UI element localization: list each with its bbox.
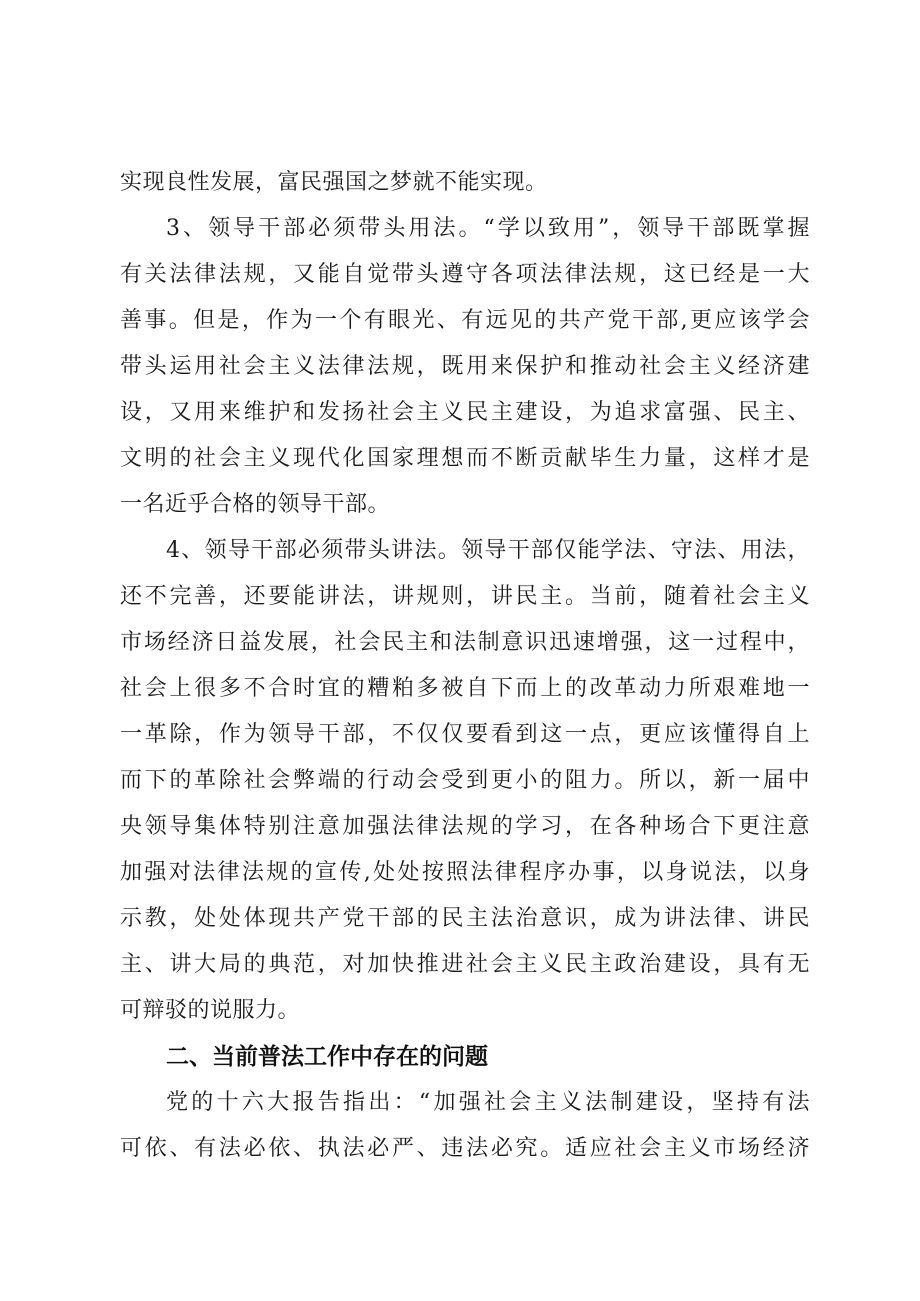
text-line: 还不完善，还要能讲法，讲规则，讲民主。当前，随着社会主义 (120, 584, 810, 609)
text-line: 有关法律法规，又能自觉带头遵守各项法律法规，这已经是一大 (120, 262, 810, 287)
text-line: 而下的革除社会弊端的行动会受到更小的阻力。所以，新一届中 (120, 768, 810, 793)
text-line: 加强对法律法规的宣传,处处按照法律程序办事，以身说法，以身 (120, 860, 810, 885)
text-line: 示教，处处体现共产党干部的民主法治意识，成为讲法律、讲民 (120, 906, 810, 931)
text-line: 央领导集体特别注意加强法律法规的学习，在各种场合下更注意 (120, 814, 810, 839)
text-line: 实现良性发展，富民强国之梦就不能实现。 (120, 170, 548, 195)
text-line: 可辩驳的说服力。 (120, 998, 301, 1023)
text-line: 可依、有法必依、执法必严、违法必究。适应社会主义市场经济 (120, 1136, 810, 1161)
text-line: 市场经济日益发展，社会民主和法制意识迅速增强，这一过程中， (120, 630, 810, 655)
text-line: 4、领导干部必须带头讲法。领导干部仅能学法、守法、用法， (166, 538, 810, 563)
text-line: 善事。但是，作为一个有眼光、有远见的共产党干部,更应该学会 (120, 308, 810, 333)
section-heading: 二、当前普法工作中存在的问题 (166, 1044, 488, 1070)
text-line: 设，又用来维护和发扬社会主义民主建设，为追求富强、民主、 (120, 400, 810, 425)
document-body (120, 160, 810, 1172)
text-line: 党的十六大报告指出：“加强社会主义法制建设，坚持有法 (166, 1090, 810, 1115)
text-line: 带头运用社会主义法律法规，既用来保护和推动社会主义经济建 (120, 354, 810, 379)
text-line: 主、讲大局的典范，对加快推进社会主义民主政治建设，具有无 (120, 952, 810, 977)
text-line: 文明的社会主义现代化国家理想而不断贡献毕生力量，这样才是 (120, 446, 810, 471)
text-line: 一革除，作为领导干部，不仅仅要看到这一点，更应该懂得自上 (120, 722, 810, 747)
text-line: 一名近乎合格的领导干部。 (120, 492, 391, 517)
text-line: 3、领导干部必须带头用法。“学以致用”，领导干部既掌握 (166, 216, 810, 241)
text-line: 社会上很多不合时宜的糟粕多被自下而上的改革动力所艰难地一 (120, 676, 810, 701)
